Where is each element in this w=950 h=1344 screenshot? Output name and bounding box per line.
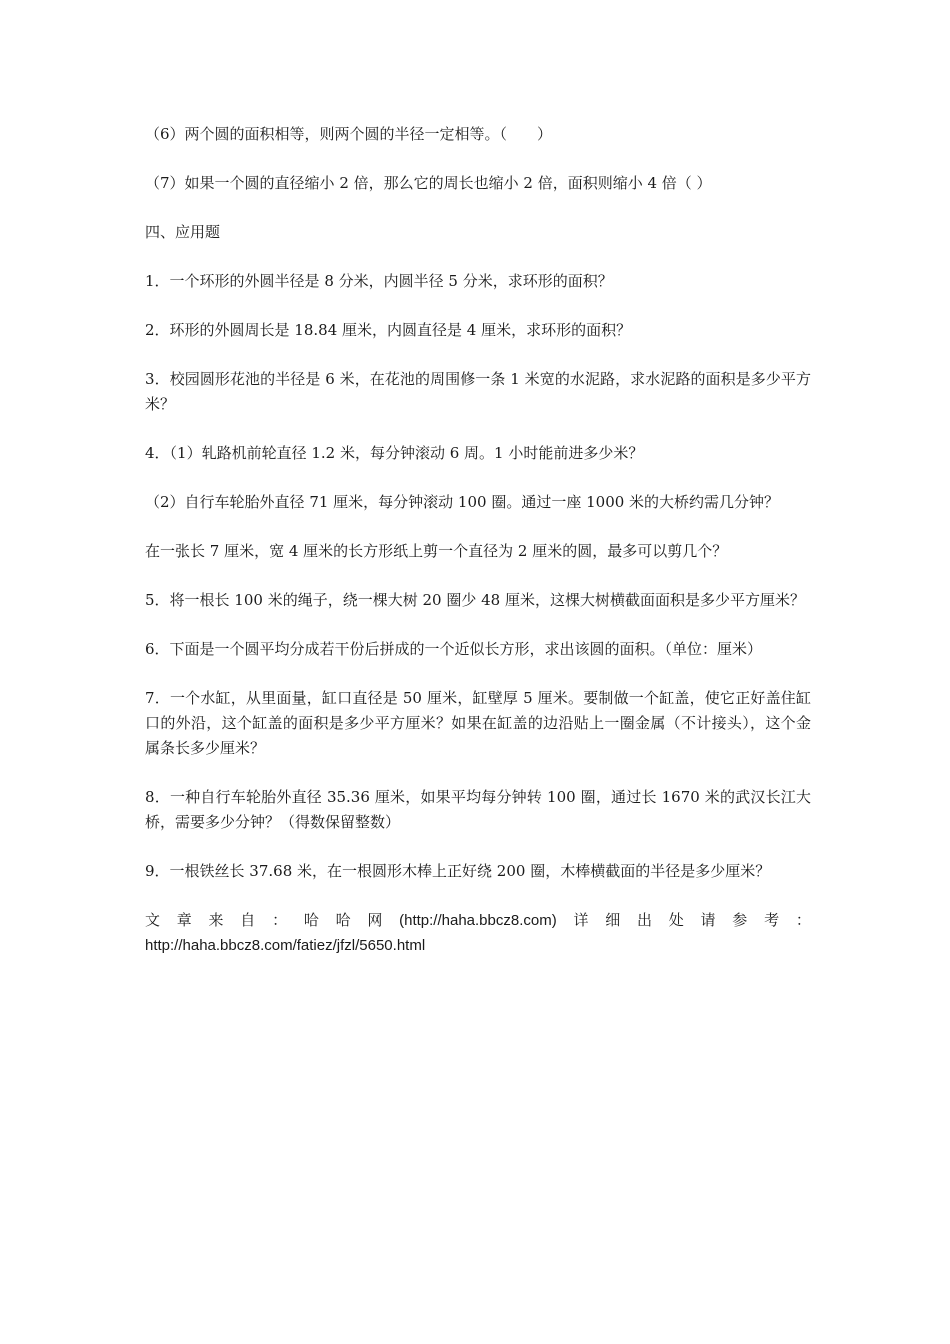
- reference-url-link[interactable]: http://haha.bbcz8.com/fatiez/jfzl/5650.html: [145, 937, 426, 954]
- source-label-char: 章: [176, 911, 192, 929]
- source-label-char: 来: [208, 911, 224, 929]
- problem-8: 8．一种自行车轮胎外直径 35.36 厘米，如果平均每分钟转 100 圈，通过长 1670 米的武汉长江大桥，需要多少分钟？（得数保留整数）: [145, 788, 811, 831]
- problem-3: 3．校园圆形花池的半径是 6 米，在花池的周围修一条 1 米宽的水泥路，求水泥路的面积是多少平方米？: [145, 370, 811, 413]
- source-label-char: 文: [145, 911, 161, 929]
- ref-label-char: 请: [700, 911, 716, 929]
- problem-5: 5．将一根长 100 米的绳子，绕一棵大树 20 圈少 48 厘米，这棵大树横截面面积是多少平方厘米？: [145, 591, 805, 609]
- question-6: （6）两个圆的面积相等，则两个圆的半径一定相等。（ ）: [145, 125, 553, 143]
- problem-6: 6．下面是一个圆平均分成若干份后拼成的一个近似长方形，求出该圆的面积。（单位：厘米）: [145, 640, 763, 658]
- ref-label-char: 考: [764, 911, 780, 929]
- ref-label-char: 参: [732, 911, 748, 929]
- problem-7: 7．一个水缸，从里面量，缸口直径是 50 厘米，缸壁厚 5 厘米。要制做一个缸盖，使它正好盖住缸口的外沿，这个缸盖的面积是多少平方厘米？如果在缸盖的边沿贴上一圈金属（不计接头），这个金属条长多少厘米？: [145, 689, 811, 757]
- problem-4-2: （2）自行车轮胎外直径 71 厘米，每分钟滚动 100 圈。通过一座 1000 米的大桥约需几分钟？: [145, 493, 780, 511]
- problem-1: 1．一个环形的外圆半径是 8 分米，内圆半径 5 分米，求环形的面积？: [145, 272, 613, 290]
- ref-label-char: 细: [605, 911, 621, 929]
- ref-label-char: 详: [573, 911, 589, 929]
- problem-4-1: 4．（1）轧路机前轮直径 1.2 米，每分钟滚动 6 周。1 小时能前进多少米？: [145, 444, 644, 462]
- source-attribution: [145, 908, 811, 958]
- source-label-char: ：: [272, 911, 288, 929]
- document-page: [145, 122, 811, 958]
- problem-9: 9．一根铁丝长 37.68 米，在一根圆形木棒上正好绕 200 圈，木棒横截面的半径是多少厘米？: [145, 862, 771, 880]
- problem-4-3: 在一张长 7 厘米，宽 4 厘米的长方形纸上剪一个直径为 2 厘米的圆，最多可以剪几个？: [145, 542, 728, 560]
- source-label-char: 哈: [335, 911, 351, 929]
- source-label-char: 自: [240, 911, 256, 929]
- ref-label-char: ：: [795, 911, 811, 929]
- ref-label-char: 出: [637, 911, 653, 929]
- source-label-char: 网: [367, 911, 383, 929]
- source-label-char: 哈: [303, 911, 319, 929]
- site-url-link[interactable]: (http://haha.bbcz8.com): [399, 912, 557, 929]
- ref-label-char: 处: [668, 911, 684, 929]
- question-7: （7）如果一个圆的直径缩小 2 倍，那么它的周长也缩小 2 倍，面积则缩小 4 倍（ ）: [145, 174, 712, 192]
- source-line: [145, 908, 811, 933]
- section-heading: 四、应用题: [145, 223, 221, 241]
- problem-2: 2．环形的外圆周长是 18.84 厘米，内圆直径是 4 厘米，求环形的面积？: [145, 321, 632, 339]
